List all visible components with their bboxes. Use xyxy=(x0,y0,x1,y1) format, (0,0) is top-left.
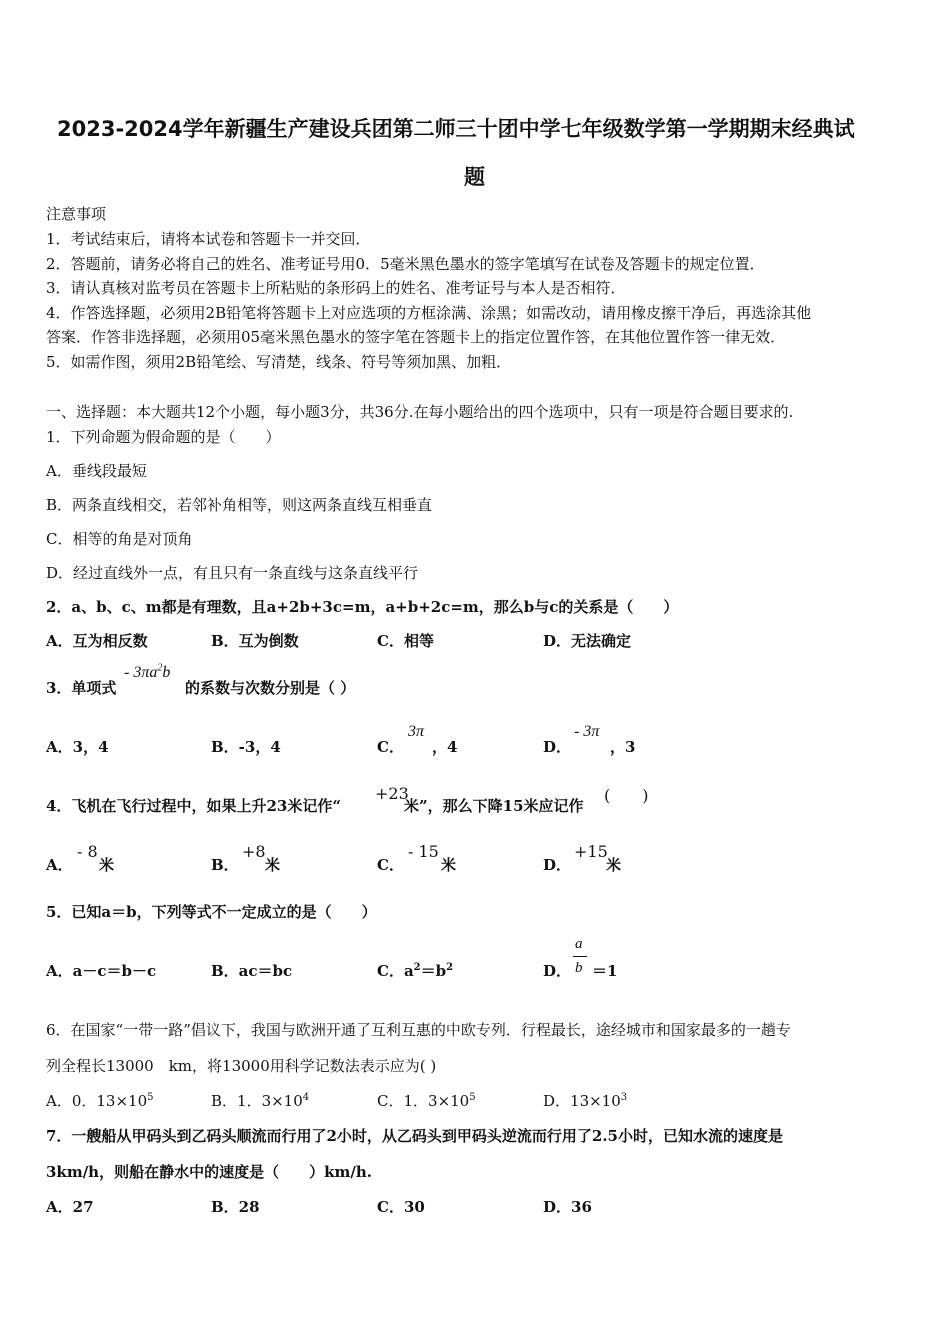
q7-option-c: C．30 xyxy=(377,1198,425,1216)
q1-option-d: D．经过直线外一点，有且只有一条直线与这条直线平行 xyxy=(46,564,419,582)
q3-option-c-post: ，4 xyxy=(432,738,458,756)
q3-option-b: B．-3，4 xyxy=(211,738,281,756)
q5-stem: 5．已知a＝b，下列等式不一定成立的是（ ） xyxy=(46,903,377,921)
page-title-line2: 题 xyxy=(464,165,485,189)
notes-heading: 注意事项 xyxy=(46,205,107,223)
q4-option-d-label: D． xyxy=(543,856,572,874)
q4-stem-pre: 4．飞机在飞行过程中，如果上升23米记作“ xyxy=(46,797,341,815)
notes-item-4: 4．作答选择题，必须用2B铅笔将答题卡上对应选项的方框涂满、涂黑；如需改动，请用橡皮擦干净后，再选涂其他 xyxy=(46,304,812,322)
notes-item-2: 2．答题前，请务必将自己的姓名、准考证号用0．5毫米黑色墨水的签字笔填写在试卷及答题卡的规定位置． xyxy=(46,255,765,273)
q4-option-c-value: - 15 xyxy=(408,842,439,861)
q3-stem-pre: 3．单项式 xyxy=(46,679,117,697)
q3-stem-post: 的系数与次数分别是（ ） xyxy=(185,679,356,697)
q7-stem-line2: 3km/h，则船在静水中的速度是（ ）km/h. xyxy=(46,1163,372,1181)
q5-option-b: B．ac＝bc xyxy=(211,962,293,980)
q5-option-d-post: ＝1 xyxy=(592,962,618,980)
q4-option-d-unit: 米 xyxy=(606,856,622,874)
page-title-line1: 2023-2024学年新疆生产建设兵团第二师三十团中学七年级数学第一学期期末经典试 xyxy=(57,117,855,141)
q4-option-b-label: B． xyxy=(211,856,239,874)
q5-option-a: A．a－c＝b－c xyxy=(46,962,157,980)
q7-option-a: A．27 xyxy=(46,1198,94,1216)
q3-option-c-label: C． xyxy=(377,738,404,756)
q6-option-c: C．1．$3\times 10^5$ xyxy=(377,1092,476,1110)
q6-stem-line1: 6．在国家“一带一路”倡议下，我国与欧洲开通了互利互惠的中欧专列．行程最长，途经城市和国家最多的一趟专 xyxy=(46,1021,791,1039)
q2-option-b: B．互为倒数 xyxy=(211,632,299,650)
fraction-numerator: a xyxy=(575,936,583,952)
q7-option-d: D．36 xyxy=(543,1198,592,1216)
q4-stem-mid: 米”，那么下降15米应记作 xyxy=(404,797,584,815)
q2-option-d: D．无法确定 xyxy=(543,632,632,650)
q4-option-d-value: +15 xyxy=(574,842,608,861)
q7-stem-line1: 7．一艘船从甲码头到乙码头顺流而行用了2小时，从乙码头到甲码头逆流而行用了2.5小时，已知水流的速度是 xyxy=(46,1127,783,1145)
fraction-bar xyxy=(573,956,587,957)
q1-option-a: A．垂线段最短 xyxy=(46,462,147,480)
q4-option-a-label: A． xyxy=(46,856,73,874)
q1-option-c: C．相等的角是对顶角 xyxy=(46,530,193,548)
q3-option-a: A．3，4 xyxy=(46,738,109,756)
q3-option-d-label: D． xyxy=(543,738,572,756)
q6-option-b: B．1．$3\times 10^4$ xyxy=(211,1092,310,1110)
q7-option-b: B．28 xyxy=(211,1198,260,1216)
notes-item-4-cont: 答案．作答非选择题，必须用05毫米黑色墨水的签字笔在答题卡上的指定位置作答，在其他位置作答一律无效． xyxy=(46,328,786,346)
q4-stem-value: +23 xyxy=(375,784,409,803)
q4-option-b-unit: 米 xyxy=(265,856,281,874)
notes-item-1: 1．考试结束后，请将本试卷和答题卡一并交回． xyxy=(46,230,371,248)
q3-monomial: - $3\pi a^2b$ xyxy=(124,662,171,681)
q2-option-c: C．相等 xyxy=(377,632,434,650)
q2-option-a: A．互为相反数 xyxy=(46,632,148,650)
notes-item-3: 3．请认真核对监考员在答题卡上所粘贴的条形码上的姓名、准考证号与本人是否相符． xyxy=(46,279,626,297)
q4-option-a-value: - 8 xyxy=(77,842,98,861)
q6-option-a: A．0．$13\times 10^5$ xyxy=(46,1092,154,1110)
q3-option-c-expr: 3π xyxy=(408,723,425,740)
q2-stem: 2．a、b、c、m都是有理数，且a+2b+3c=m，a+b+2c=m，那么b与c的关系是（ ） xyxy=(46,598,679,616)
q4-option-b-value: +8 xyxy=(242,842,266,861)
q4-option-c-label: C． xyxy=(377,856,404,874)
q5-option-c: C．$a^2=b^2$ xyxy=(377,962,454,980)
section-heading: 一、选择题：本大题共12个小题，每小题3分，共36分.在每小题给出的四个选项中，只有一项是符合题目要求的. xyxy=(46,403,794,421)
q5-option-d-fraction xyxy=(573,936,587,980)
q6-option-d: D．$13\times 10^3$ xyxy=(543,1092,628,1110)
q1-stem: 1．下列命题为假命题的是（ ） xyxy=(46,428,281,446)
q4-stem-paren: ( ) xyxy=(604,786,649,805)
notes-item-5: 5．如需作图，须用2B铅笔绘、写清楚，线条、符号等须加黑、加粗． xyxy=(46,353,512,371)
q4-option-a-unit: 米 xyxy=(99,856,115,874)
q6-stem-line2: 列全程长13000 km，将13000用科学记数法表示应为( ) xyxy=(46,1057,437,1075)
q5-option-d-label: D． xyxy=(543,962,572,980)
fraction-denominator: b xyxy=(575,960,583,976)
q3-option-d-expr: - 3π xyxy=(574,723,600,740)
q4-option-c-unit: 米 xyxy=(441,856,457,874)
q3-option-d-post: ，3 xyxy=(610,738,636,756)
q1-option-b: B．两条直线相交，若邻补角相等，则这两条直线互相垂直 xyxy=(46,496,433,514)
